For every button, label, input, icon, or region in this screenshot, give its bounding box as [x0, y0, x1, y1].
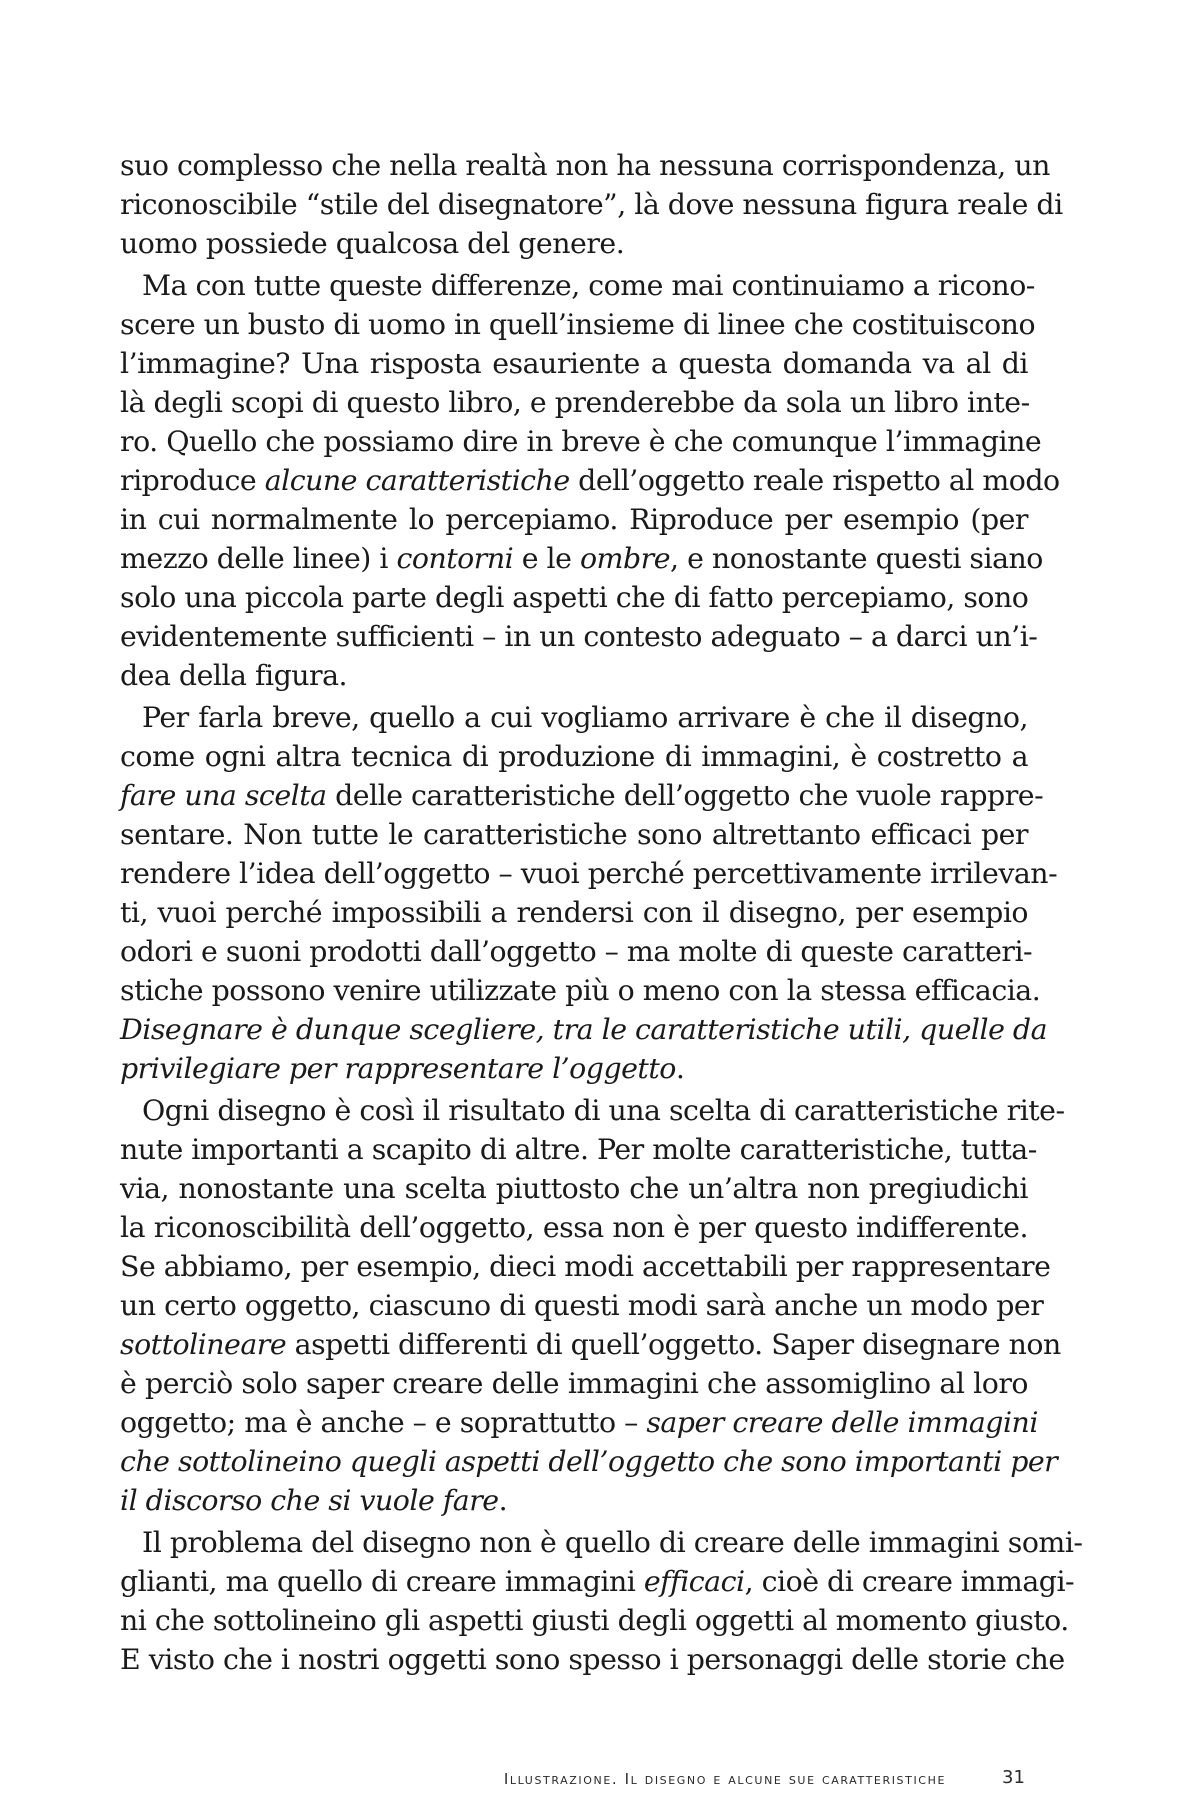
text-run: riproduce	[120, 464, 265, 497]
text-line: dea della figura.	[120, 659, 348, 692]
italic-text: contorni	[396, 542, 514, 575]
text-line: è perciò solo saper creare delle immagini che assomiglino al loro	[120, 1367, 1028, 1400]
text-line: Ogni disegno è così il risultato di una scelta di caratteristiche rite-	[142, 1094, 1065, 1127]
running-head: Illustrazione. Il disegno e alcune sue caratteristiche	[503, 1770, 946, 1788]
text-line	[120, 1481, 1028, 1520]
text-run: , e nonostante questi siano	[670, 542, 1043, 575]
text-line: sentare. Non tutte le caratteristiche sono altrettanto efficaci per	[120, 818, 1028, 851]
text-line: rendere l’idea dell’oggetto – vuoi perché percettivamente irrilevan-	[120, 857, 1058, 890]
text-run: e le	[513, 542, 580, 575]
text-line: come ogni altra tecnica di produzione di immagini, è costretto a	[120, 740, 1028, 773]
text-line: nute importanti a scapito di altre. Per molte caratteristiche, tutta-	[120, 1133, 1037, 1166]
italic-text: sottolineare	[120, 1328, 287, 1361]
text-line: odori e suoni prodotti dall’oggetto – ma molte di queste caratteri-	[120, 935, 1033, 968]
text-run: mezzo delle linee) i	[120, 542, 397, 575]
text-line: scere un busto di uomo in quell’insieme di linee che costituiscono	[120, 308, 1036, 341]
text-line	[120, 1403, 1038, 1442]
text-line: riconoscibile “stile del disegnatore”, là dove nessuna figura reale di	[120, 188, 1063, 221]
text-line: la riconoscibilità dell’oggetto, essa non è per questo indifferente.	[120, 1211, 1028, 1244]
italic-text: alcune caratteristiche	[264, 464, 570, 497]
text-line: E visto che i nostri oggetti sono spesso i personaggi delle storie che	[120, 1643, 1065, 1676]
italic-text: che sottolineino quegli aspetti dell’oggetto che sono importanti per	[120, 1445, 1058, 1478]
italic-text: ombre	[579, 542, 671, 575]
text-run: oggetto; ma è anche – e soprattutto –	[120, 1406, 647, 1439]
text-line: un certo oggetto, ciascuno di questi modi sarà anche un modo per	[120, 1289, 1044, 1322]
text-line: là degli scopi di questo libro, e prenderebbe da sola un libro inte-	[120, 386, 1030, 419]
page-footer	[0, 1767, 1182, 1794]
text-line: ni che sottolineino gli aspetti giusti degli oggetti al momento giusto.	[120, 1604, 1069, 1637]
text-line	[120, 539, 1043, 578]
text-line	[120, 1442, 1058, 1481]
italic-text: saper creare delle immagini	[646, 1406, 1038, 1439]
text-line: ro. Quello che possiamo dire in breve è che comunque l’immagine	[120, 425, 1042, 458]
text-run: .	[498, 1484, 508, 1517]
text-line: via, nonostante una scelta piuttosto che un’altra non pregiudichi	[120, 1172, 1028, 1205]
text-line: stiche possono venire utilizzate più o meno con la stessa efficacia.	[120, 974, 1041, 1007]
text-line: evidentemente sufficienti – in un contesto adeguato – a darci un’i-	[120, 620, 1038, 653]
text-run: aspetti differenti di quell’oggetto. Saper disegnare non	[286, 1328, 1061, 1361]
text-line: uomo possiede qualcosa del genere.	[120, 227, 625, 260]
text-run: glianti, ma quello di creare immagini	[120, 1565, 644, 1598]
italic-text: Disegnare è dunque scegliere, tra le caratteristiche utili, quelle da	[120, 1013, 1048, 1046]
text-line	[120, 1325, 1061, 1364]
page-number: 31	[1002, 1767, 1025, 1788]
text-line: in cui normalmente lo percepiamo. Riproduce per esempio (per	[120, 503, 1028, 536]
body-text	[120, 146, 1083, 1679]
italic-text: privilegiare per rappresentare l’oggetto	[120, 1052, 676, 1085]
italic-text: efficaci	[643, 1565, 745, 1598]
text-run: delle caratteristiche dell’oggetto che vuole rappre-	[326, 779, 1044, 812]
text-line	[120, 461, 1060, 500]
text-line: suo complesso che nella realtà non ha nessuna corrispondenza, un	[120, 149, 1050, 182]
text-line: solo una piccola parte degli aspetti che di fatto percepiamo, sono	[120, 581, 1029, 614]
italic-text: il discorso che si vuole fare	[120, 1484, 499, 1517]
text-line	[120, 1010, 1048, 1049]
text-run: .	[675, 1052, 685, 1085]
text-line: Ma con tutte queste differenze, come mai continuiamo a ricono-	[142, 269, 1035, 302]
text-line: Se abbiamo, per esempio, dieci modi accettabili per rappresentare	[120, 1250, 1051, 1283]
text-line: Il problema del disegno non è quello di creare delle immagini somi-	[142, 1526, 1083, 1559]
text-line: l’immagine? Una risposta esauriente a questa domanda va al di	[120, 347, 1028, 380]
text-line	[120, 1049, 1028, 1088]
text-line	[120, 776, 1044, 815]
text-run: , cioè di creare immagi-	[744, 1565, 1075, 1598]
text-run: dell’oggetto reale rispetto al modo	[569, 464, 1060, 497]
italic-text: fare una scelta	[120, 779, 327, 812]
text-line	[120, 1562, 1075, 1601]
text-line: ti, vuoi perché impossibili a rendersi con il disegno, per esempio	[120, 896, 1028, 929]
text-line: Per farla breve, quello a cui vogliamo arrivare è che il disegno,	[142, 701, 1028, 734]
